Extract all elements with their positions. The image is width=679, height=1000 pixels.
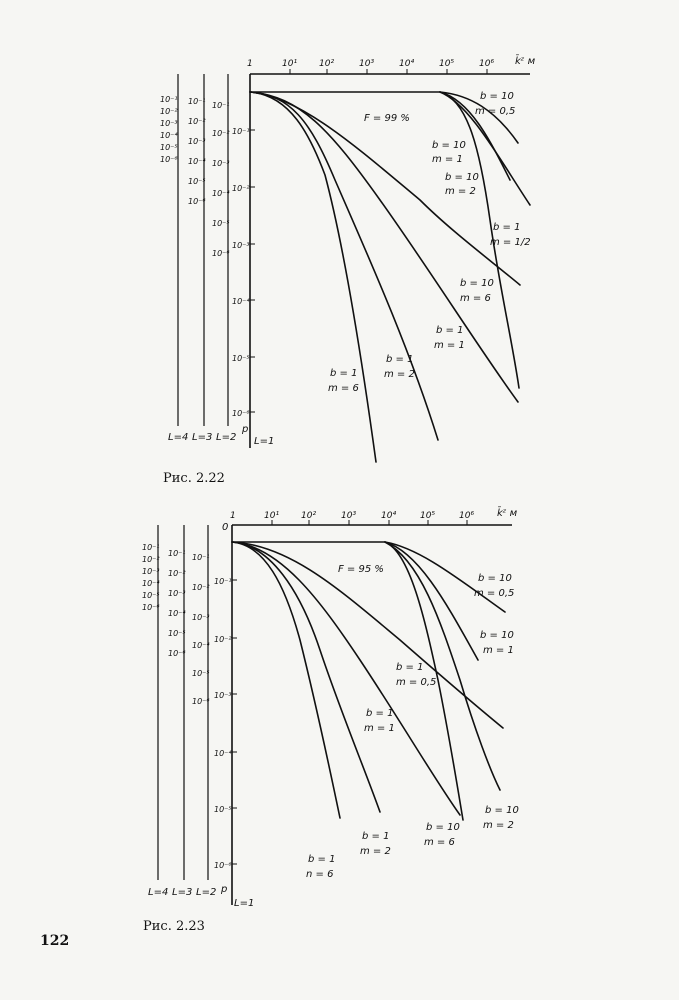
curve-b1-m6 (232, 542, 340, 818)
svg-text:10⁻³: 10⁻³ (192, 613, 210, 622)
svg-text:n = 6: n = 6 (306, 869, 334, 880)
svg-text:m = 1: m = 1 (364, 723, 395, 734)
p-tick-label: 10⁻⁴ (214, 749, 232, 758)
p-tick-label: 10⁻² (232, 184, 250, 193)
svg-text:b = 10: b = 10 (478, 573, 512, 584)
svg-text:m = 6: m = 6 (424, 837, 455, 848)
figure-2-23 (142, 506, 519, 934)
x-tick-label: 10² (319, 59, 335, 69)
x-tick-label: 10³ (341, 511, 357, 521)
svg-text:L=2: L=2 (216, 432, 237, 443)
svg-text:m = 1/2: m = 1/2 (490, 237, 531, 248)
svg-text:10⁻²: 10⁻² (142, 555, 160, 564)
p-tick-label: 10⁻⁴ (232, 297, 250, 306)
p-tick-label: 10⁻³ (232, 241, 250, 250)
svg-text:m = 2: m = 2 (360, 846, 391, 857)
svg-text:10⁻¹: 10⁻¹ (192, 553, 210, 562)
svg-text:10⁻²: 10⁻² (188, 117, 206, 126)
scale-labels (168, 424, 274, 447)
svg-text:m = 1: m = 1 (432, 154, 463, 165)
x-tick-label: 10⁵ (420, 511, 436, 521)
svg-text:10⁻⁴: 10⁻⁴ (142, 579, 160, 588)
svg-text:10⁻³: 10⁻³ (188, 137, 206, 146)
svg-text:10⁻⁶: 10⁻⁶ (160, 155, 178, 164)
svg-text:10⁻⁵: 10⁻⁵ (188, 177, 206, 186)
svg-text:b = 10: b = 10 (426, 822, 460, 833)
svg-text:b = 10: b = 10 (480, 91, 514, 102)
svg-text:b = 10: b = 10 (480, 630, 514, 641)
scale-L3 (168, 525, 186, 880)
page-number: 122 (40, 933, 70, 949)
figure-2-22 (160, 54, 536, 486)
svg-text:b = 1: b = 1 (362, 831, 390, 842)
svg-text:m = 0,5: m = 0,5 (474, 588, 515, 599)
svg-text:b = 10: b = 10 (445, 172, 479, 183)
scale-L2 (192, 525, 210, 880)
zero-label: 0 (222, 522, 229, 533)
svg-text:10⁻⁵: 10⁻⁵ (212, 219, 230, 228)
p-tick-label: 10⁻⁵ (214, 805, 232, 814)
svg-text:10⁻²: 10⁻² (212, 129, 230, 138)
p-tick-label: 10⁻¹ (232, 127, 250, 136)
svg-text:10⁻⁶: 10⁻⁶ (168, 649, 186, 658)
svg-text:L=4: L=4 (148, 887, 169, 898)
curves (232, 542, 505, 820)
curve-b1-m1 (250, 92, 521, 402)
svg-text:10⁻⁵: 10⁻⁵ (142, 591, 160, 600)
svg-text:10⁻⁴: 10⁻⁴ (212, 189, 230, 198)
svg-text:L=3: L=3 (172, 887, 193, 898)
svg-text:m = 2: m = 2 (445, 186, 476, 197)
svg-text:10⁻⁴: 10⁻⁴ (160, 131, 178, 140)
svg-text:b = 10: b = 10 (485, 805, 519, 816)
x-tick-label: 1 (230, 511, 236, 521)
svg-text:10⁻⁶: 10⁻⁶ (212, 249, 230, 258)
svg-text:m = 6: m = 6 (328, 383, 359, 394)
svg-text:10⁻⁴: 10⁻⁴ (168, 609, 186, 618)
svg-text:b = 1: b = 1 (396, 662, 424, 673)
p-tick-label: 10⁻¹ (214, 577, 232, 586)
svg-text:b = 1: b = 1 (493, 222, 521, 233)
svg-text:10⁻¹: 10⁻¹ (168, 549, 186, 558)
svg-text:m = 6: m = 6 (460, 293, 491, 304)
svg-text:L=1: L=1 (254, 436, 275, 447)
svg-text:10⁻⁵: 10⁻⁵ (192, 669, 210, 678)
svg-text:10⁻⁵: 10⁻⁵ (168, 629, 186, 638)
svg-text:L=3: L=3 (192, 432, 213, 443)
svg-text:L=1: L=1 (234, 898, 255, 909)
x-axis-label: k̄ᶻ м (515, 56, 536, 67)
svg-text:10⁻²: 10⁻² (160, 107, 178, 116)
p-tick-label: 10⁻² (214, 635, 232, 644)
svg-text:b = 10: b = 10 (460, 278, 494, 289)
p-tick-label: 10⁻³ (214, 691, 232, 700)
x-tick-label: 10⁵ (439, 59, 455, 69)
scale-labels (148, 884, 254, 909)
svg-text:m = 2: m = 2 (483, 820, 514, 831)
f-label: F = 99 % (364, 113, 410, 124)
svg-text:10⁻⁶: 10⁻⁶ (192, 697, 210, 706)
curves (250, 92, 530, 462)
p-tick-labels (232, 127, 250, 418)
svg-text:m = 2: m = 2 (384, 369, 415, 380)
scale-L4 (142, 525, 160, 880)
curve-labels (306, 564, 519, 880)
x-tick-label: 10² (301, 511, 317, 521)
x-tick-label: 1 (247, 59, 253, 69)
x-tick-label: 10³ (359, 59, 375, 69)
caption: Рис. 2.23 (143, 919, 205, 934)
x-tick-labels (247, 59, 494, 69)
svg-text:10⁻²: 10⁻² (192, 583, 210, 592)
svg-text:m = 1: m = 1 (434, 340, 465, 351)
svg-text:10⁻¹: 10⁻¹ (188, 97, 206, 106)
svg-text:m = 1: m = 1 (483, 645, 514, 656)
p-tick-label: 10⁻⁶ (214, 861, 232, 870)
svg-text:b = 1: b = 1 (436, 325, 464, 336)
svg-text:10⁻⁵: 10⁻⁵ (160, 143, 178, 152)
f-label: F = 95 % (338, 564, 384, 575)
svg-text:b = 1: b = 1 (330, 368, 358, 379)
x-tick-labels (230, 511, 474, 521)
svg-text:m = 0,5: m = 0,5 (396, 677, 437, 688)
svg-text:10⁻³: 10⁻³ (160, 119, 178, 128)
svg-text:b = 10: b = 10 (432, 140, 466, 151)
x-axis-label: k̄ᶻ м (497, 508, 518, 519)
svg-text:10⁻³: 10⁻³ (168, 589, 186, 598)
svg-text:10⁻¹: 10⁻¹ (142, 543, 160, 552)
svg-text:10⁻¹: 10⁻¹ (160, 95, 178, 104)
svg-text:b = 1: b = 1 (386, 354, 414, 365)
x-tick-label: 10⁴ (381, 511, 397, 521)
svg-text:10⁻⁶: 10⁻⁶ (142, 603, 160, 612)
svg-text:p: p (242, 424, 249, 435)
svg-text:10⁻⁴: 10⁻⁴ (188, 157, 206, 166)
x-tick-label: 10⁶ (459, 511, 475, 521)
curve-labels (328, 91, 531, 394)
svg-text:b = 1: b = 1 (366, 708, 394, 719)
x-tick-label: 10⁶ (479, 59, 495, 69)
svg-text:10⁻³: 10⁻³ (142, 567, 160, 576)
svg-text:m = 0,5: m = 0,5 (475, 106, 516, 117)
caption: Рис. 2.22 (163, 471, 225, 486)
svg-text:L=4: L=4 (168, 432, 189, 443)
curve-b1-m2 (232, 542, 380, 812)
x-tick-label: 10¹ (264, 511, 280, 521)
p-tick-label: 10⁻⁶ (232, 409, 250, 418)
svg-text:10⁻²: 10⁻² (168, 569, 186, 578)
x-tick-label: 10¹ (282, 59, 298, 69)
x-tick-label: 10⁴ (399, 59, 415, 69)
scale-L3 (188, 74, 206, 426)
p-tick-label: 10⁻⁵ (232, 354, 250, 363)
svg-text:10⁻¹: 10⁻¹ (212, 101, 230, 110)
scale-L2 (212, 74, 230, 426)
svg-text:10⁻³: 10⁻³ (212, 159, 230, 168)
curve-b10-m0.5 (232, 542, 505, 612)
svg-text:10⁻⁴: 10⁻⁴ (192, 641, 210, 650)
svg-text:b = 1: b = 1 (308, 854, 336, 865)
scale-L4 (160, 74, 178, 426)
p-tick-labels (214, 577, 232, 870)
svg-text:p: p (221, 884, 228, 895)
svg-text:L=2: L=2 (196, 887, 217, 898)
svg-text:10⁻⁶: 10⁻⁶ (188, 197, 206, 206)
